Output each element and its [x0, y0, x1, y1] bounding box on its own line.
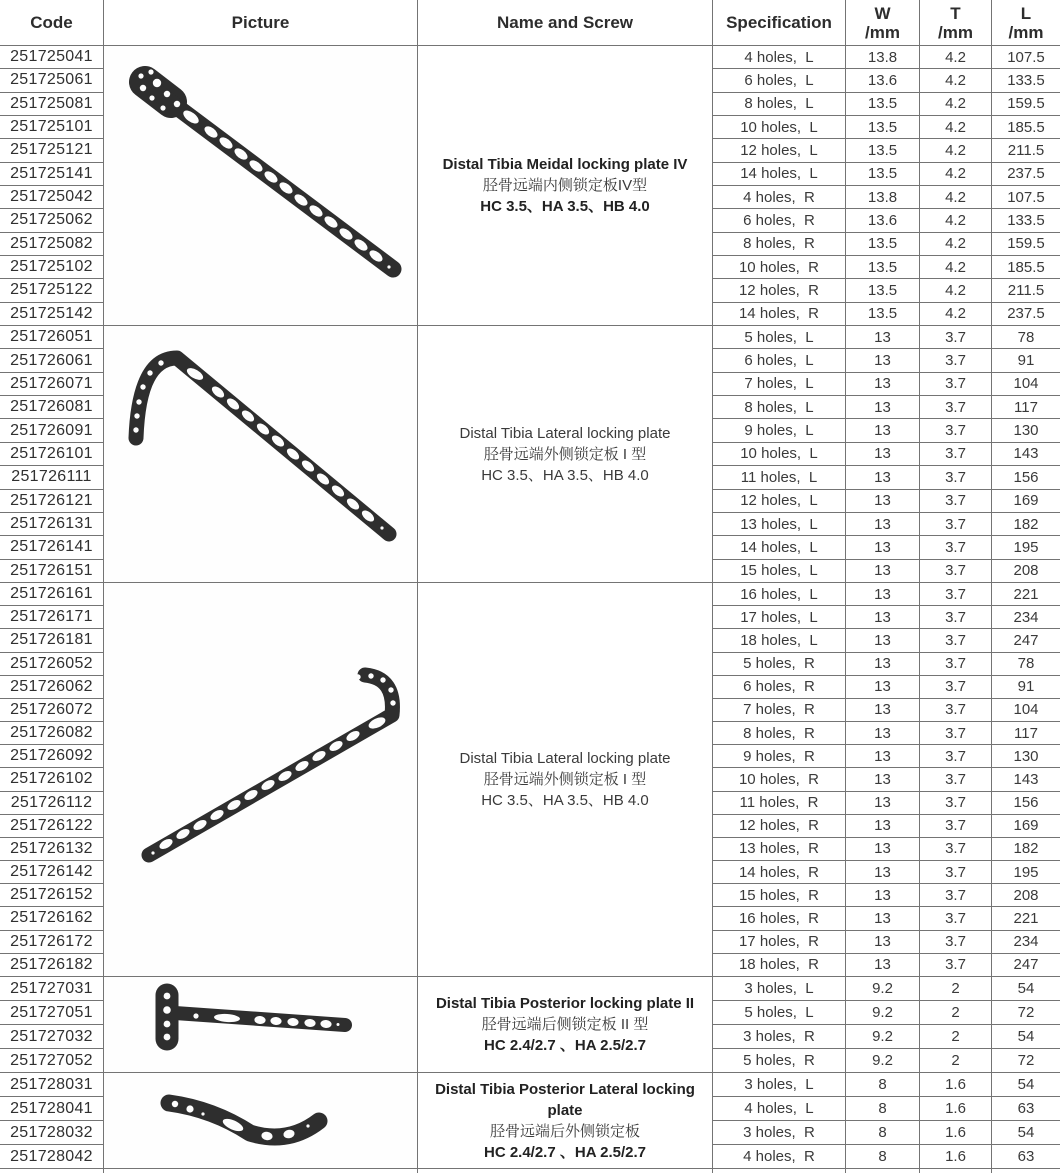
code-cell: 251725042 [0, 185, 104, 208]
length-cell: 143 [992, 768, 1060, 791]
thickness-cell: 2 [920, 1025, 992, 1049]
clipped-cell [992, 1169, 1060, 1173]
code-cell: 251726082 [0, 722, 104, 745]
lateral-plate-left-photo [105, 326, 417, 577]
width-cell: 13 [846, 396, 920, 419]
thickness-cell: 3.7 [920, 861, 992, 884]
width-cell: 13 [846, 349, 920, 372]
thickness-cell: 4.2 [920, 115, 992, 138]
header-row [0, 0, 1060, 46]
thickness-cell: 2 [920, 977, 992, 1001]
width-cell: 13.5 [846, 232, 920, 255]
width-cell: 9.2 [846, 977, 920, 1001]
code-cell: 251726072 [0, 698, 104, 721]
width-cell: 13 [846, 419, 920, 442]
length-cell: 54 [992, 977, 1060, 1001]
thickness-cell: 3.7 [920, 930, 992, 953]
width-cell: 13 [846, 652, 920, 675]
width-cell: 13 [846, 861, 920, 884]
thickness-cell: 3.7 [920, 419, 992, 442]
col-header-spec: Specification [713, 0, 846, 46]
clipped-cell [104, 1169, 418, 1173]
thickness-cell: 3.7 [920, 466, 992, 489]
width-cell: 13 [846, 907, 920, 930]
length-cell: 104 [992, 372, 1060, 395]
width-cell: 13.5 [846, 162, 920, 185]
thickness-cell: 4.2 [920, 69, 992, 92]
picture-cell [104, 1073, 418, 1169]
code-cell: 251726161 [0, 583, 104, 606]
thickness-cell: 1.6 [920, 1121, 992, 1145]
spec-cell: 8 holes, R [713, 232, 846, 255]
spec-cell: 14 holes, L [713, 536, 846, 559]
thickness-cell: 1.6 [920, 1145, 992, 1169]
spec-cell: 7 holes, R [713, 698, 846, 721]
thickness-cell: 3.7 [920, 583, 992, 606]
spec-cell: 14 holes, R [713, 861, 846, 884]
length-cell: 117 [992, 396, 1060, 419]
spec-cell: 4 holes, R [713, 1145, 846, 1169]
length-cell: 247 [992, 629, 1060, 652]
width-cell: 13 [846, 536, 920, 559]
width-cell: 13 [846, 466, 920, 489]
length-cell: 237.5 [992, 302, 1060, 325]
screw-compatibility: HC 3.5、HA 3.5、HB 4.0 [422, 790, 708, 811]
width-cell: 13.5 [846, 115, 920, 138]
thickness-cell: 4.2 [920, 46, 992, 69]
spec-cell: 10 holes, L [713, 115, 846, 138]
width-cell: 13 [846, 512, 920, 535]
product-name-chinese: 胫骨远端外侧锁定板 I 型 [422, 769, 708, 790]
length-cell: 72 [992, 1049, 1060, 1073]
code-cell: 251727031 [0, 977, 104, 1001]
width-cell: 13 [846, 326, 920, 349]
col-header-t [920, 0, 992, 46]
code-cell: 251726121 [0, 489, 104, 512]
code-cell: 251726112 [0, 791, 104, 814]
spec-cell: 5 holes, R [713, 652, 846, 675]
code-cell: 251726172 [0, 930, 104, 953]
clipped-cell [418, 1169, 713, 1173]
product-name-chinese: 胫骨远端后侧锁定板 II 型 [422, 1014, 708, 1035]
length-cell: 72 [992, 1001, 1060, 1025]
thickness-cell: 4.2 [920, 209, 992, 232]
l-label: L [992, 4, 1060, 23]
code-cell: 251725122 [0, 279, 104, 302]
length-cell: 91 [992, 675, 1060, 698]
clipped-cell [0, 1169, 104, 1173]
table-row [0, 326, 1060, 349]
spec-cell: 3 holes, R [713, 1121, 846, 1145]
lateral-plate-right-photo [105, 583, 417, 971]
width-cell: 13 [846, 489, 920, 512]
code-cell: 251726131 [0, 512, 104, 535]
code-cell: 251725061 [0, 69, 104, 92]
length-cell: 54 [992, 1121, 1060, 1145]
thickness-cell: 3.7 [920, 652, 992, 675]
code-cell: 251726122 [0, 814, 104, 837]
spec-cell: 15 holes, L [713, 559, 846, 582]
width-cell: 8 [846, 1145, 920, 1169]
length-cell: 185.5 [992, 115, 1060, 138]
thickness-cell: 4.2 [920, 162, 992, 185]
code-cell: 251725082 [0, 232, 104, 255]
spec-cell: 8 holes, L [713, 396, 846, 419]
code-cell: 251726182 [0, 953, 104, 976]
spec-cell: 11 holes, L [713, 466, 846, 489]
width-cell: 13.5 [846, 279, 920, 302]
width-cell: 13 [846, 606, 920, 629]
thickness-cell: 3.7 [920, 442, 992, 465]
spec-cell: 4 holes, L [713, 1097, 846, 1121]
w-unit: /mm [846, 23, 919, 42]
code-cell: 251726152 [0, 884, 104, 907]
code-cell: 251726102 [0, 768, 104, 791]
thickness-cell: 2 [920, 1001, 992, 1025]
length-cell: 247 [992, 953, 1060, 976]
width-cell: 13 [846, 837, 920, 860]
length-cell: 54 [992, 1073, 1060, 1097]
spec-cell: 6 holes, R [713, 209, 846, 232]
product-name-chinese: 胫骨远端内侧锁定板IV型 [422, 175, 708, 196]
screw-compatibility: HC 2.4/2.7 、HA 2.5/2.7 [422, 1035, 708, 1056]
thickness-cell: 3.7 [920, 953, 992, 976]
length-cell: 159.5 [992, 92, 1060, 115]
length-cell: 117 [992, 722, 1060, 745]
thickness-cell: 3.7 [920, 489, 992, 512]
thickness-cell: 3.7 [920, 745, 992, 768]
clipped-next-row [0, 1169, 1060, 1173]
length-cell: 234 [992, 930, 1060, 953]
width-cell: 13 [846, 559, 920, 582]
length-cell: 221 [992, 907, 1060, 930]
product-name-chinese: 胫骨远端后外侧锁定板 [422, 1121, 708, 1142]
spec-cell: 16 holes, R [713, 907, 846, 930]
thickness-cell: 3.7 [920, 349, 992, 372]
code-cell: 251726051 [0, 326, 104, 349]
width-cell: 13 [846, 814, 920, 837]
thickness-cell: 4.2 [920, 279, 992, 302]
spec-cell: 17 holes, R [713, 930, 846, 953]
product-name-english: Distal Tibia Posterior locking plate II [422, 993, 708, 1014]
spec-cell: 11 holes, R [713, 791, 846, 814]
length-cell: 208 [992, 559, 1060, 582]
width-cell: 13.5 [846, 255, 920, 278]
code-cell: 251725081 [0, 92, 104, 115]
name-cell [418, 1073, 713, 1169]
code-cell: 251728041 [0, 1097, 104, 1121]
posterior-lateral-curved-plate-photo [105, 1073, 417, 1163]
thickness-cell: 3.7 [920, 512, 992, 535]
length-cell: 234 [992, 606, 1060, 629]
length-cell: 107.5 [992, 46, 1060, 69]
col-header-name: Name and Screw [418, 0, 713, 46]
spec-cell: 5 holes, L [713, 1001, 846, 1025]
thickness-cell: 3.7 [920, 884, 992, 907]
width-cell: 13.5 [846, 302, 920, 325]
spec-cell: 8 holes, L [713, 92, 846, 115]
code-cell: 251727032 [0, 1025, 104, 1049]
length-cell: 185.5 [992, 255, 1060, 278]
code-cell: 251725101 [0, 115, 104, 138]
product-name-chinese: 胫骨远端外侧锁定板 I 型 [422, 444, 708, 465]
width-cell: 13 [846, 953, 920, 976]
length-cell: 237.5 [992, 162, 1060, 185]
spec-cell: 18 holes, L [713, 629, 846, 652]
width-cell: 8 [846, 1097, 920, 1121]
thickness-cell: 3.7 [920, 396, 992, 419]
width-cell: 13.6 [846, 69, 920, 92]
thickness-cell: 1.6 [920, 1073, 992, 1097]
spec-cell: 4 holes, R [713, 185, 846, 208]
spec-cell: 10 holes, L [713, 442, 846, 465]
width-cell: 13 [846, 745, 920, 768]
code-cell: 251726091 [0, 419, 104, 442]
spec-cell: 12 holes, R [713, 279, 846, 302]
spec-cell: 6 holes, R [713, 675, 846, 698]
length-cell: 156 [992, 466, 1060, 489]
spec-cell: 9 holes, R [713, 745, 846, 768]
spec-cell: 13 holes, R [713, 837, 846, 860]
picture-cell [104, 583, 418, 977]
width-cell: 13.5 [846, 139, 920, 162]
col-header-l [992, 0, 1060, 46]
width-cell: 13 [846, 791, 920, 814]
table-row [0, 977, 1060, 1001]
width-cell: 13.5 [846, 92, 920, 115]
code-cell: 251726162 [0, 907, 104, 930]
code-cell: 251726052 [0, 652, 104, 675]
code-cell: 251726071 [0, 372, 104, 395]
code-cell: 251726181 [0, 629, 104, 652]
width-cell: 13 [846, 583, 920, 606]
name-cell [418, 326, 713, 583]
width-cell: 8 [846, 1121, 920, 1145]
code-cell: 251725062 [0, 209, 104, 232]
code-cell: 251726062 [0, 675, 104, 698]
thickness-cell: 4.2 [920, 255, 992, 278]
code-cell: 251726092 [0, 745, 104, 768]
length-cell: 195 [992, 536, 1060, 559]
l-unit: /mm [992, 23, 1060, 42]
product-name-english: Distal Tibia Posterior Lateral locking plate [422, 1079, 708, 1121]
spec-cell: 3 holes, R [713, 1025, 846, 1049]
spec-cell: 8 holes, R [713, 722, 846, 745]
thickness-cell: 3.7 [920, 698, 992, 721]
thickness-cell: 3.7 [920, 372, 992, 395]
thickness-cell: 3.7 [920, 722, 992, 745]
length-cell: 156 [992, 791, 1060, 814]
table-row [0, 1073, 1060, 1097]
clipped-cell [713, 1169, 846, 1173]
spec-cell: 12 holes, R [713, 814, 846, 837]
code-cell: 251726081 [0, 396, 104, 419]
code-cell: 251726111 [0, 466, 104, 489]
length-cell: 63 [992, 1097, 1060, 1121]
code-cell: 251726151 [0, 559, 104, 582]
picture-cell [104, 977, 418, 1073]
table-row [0, 46, 1060, 69]
spec-cell: 3 holes, L [713, 1073, 846, 1097]
thickness-cell: 4.2 [920, 302, 992, 325]
spec-cell: 9 holes, L [713, 419, 846, 442]
spec-cell: 6 holes, L [713, 349, 846, 372]
width-cell: 9.2 [846, 1025, 920, 1049]
width-cell: 13 [846, 629, 920, 652]
length-cell: 133.5 [992, 209, 1060, 232]
product-name-english: Distal Tibia Lateral locking plate [422, 748, 708, 769]
length-cell: 211.5 [992, 139, 1060, 162]
code-cell: 251728031 [0, 1073, 104, 1097]
spec-cell: 10 holes, R [713, 255, 846, 278]
width-cell: 13 [846, 675, 920, 698]
spec-cell: 17 holes, L [713, 606, 846, 629]
width-cell: 13 [846, 768, 920, 791]
code-cell: 251725121 [0, 139, 104, 162]
thickness-cell: 4.2 [920, 185, 992, 208]
length-cell: 169 [992, 489, 1060, 512]
width-cell: 13 [846, 884, 920, 907]
width-cell: 9.2 [846, 1001, 920, 1025]
spec-cell: 16 holes, L [713, 583, 846, 606]
length-cell: 104 [992, 698, 1060, 721]
thickness-cell: 3.7 [920, 606, 992, 629]
length-cell: 130 [992, 745, 1060, 768]
screw-compatibility: HC 2.4/2.7 、HA 2.5/2.7 [422, 1142, 708, 1163]
spec-cell: 6 holes, L [713, 69, 846, 92]
picture-cell [104, 326, 418, 583]
spec-cell: 10 holes, R [713, 768, 846, 791]
product-name-english: Distal Tibia Meidal locking plate IV [422, 154, 708, 175]
code-cell: 251725041 [0, 46, 104, 69]
code-cell: 251726142 [0, 861, 104, 884]
name-cell [418, 46, 713, 326]
thickness-cell: 2 [920, 1049, 992, 1073]
length-cell: 133.5 [992, 69, 1060, 92]
code-cell: 251728032 [0, 1121, 104, 1145]
clipped-cell [846, 1169, 920, 1173]
col-header-picture: Picture [104, 0, 418, 46]
length-cell: 54 [992, 1025, 1060, 1049]
code-cell: 251728042 [0, 1145, 104, 1169]
length-cell: 107.5 [992, 185, 1060, 208]
width-cell: 9.2 [846, 1049, 920, 1073]
length-cell: 63 [992, 1145, 1060, 1169]
width-cell: 13 [846, 930, 920, 953]
name-cell [418, 583, 713, 977]
col-header-w [846, 0, 920, 46]
code-cell: 251726061 [0, 349, 104, 372]
col-header-code: Code [0, 0, 104, 46]
length-cell: 130 [992, 419, 1060, 442]
thickness-cell: 3.7 [920, 559, 992, 582]
length-cell: 182 [992, 837, 1060, 860]
thickness-cell: 1.6 [920, 1097, 992, 1121]
thickness-cell: 4.2 [920, 92, 992, 115]
thickness-cell: 3.7 [920, 629, 992, 652]
code-cell: 251725142 [0, 302, 104, 325]
length-cell: 91 [992, 349, 1060, 372]
width-cell: 13 [846, 698, 920, 721]
code-cell: 251726101 [0, 442, 104, 465]
straight-medial-plate-photo [105, 46, 417, 320]
code-cell: 251725141 [0, 162, 104, 185]
spec-cell: 5 holes, R [713, 1049, 846, 1073]
thickness-cell: 3.7 [920, 675, 992, 698]
thickness-cell: 3.7 [920, 791, 992, 814]
length-cell: 78 [992, 652, 1060, 675]
picture-cell [104, 46, 418, 326]
thickness-cell: 4.2 [920, 139, 992, 162]
thickness-cell: 3.7 [920, 907, 992, 930]
product-name-english: Distal Tibia Lateral locking plate [422, 423, 708, 444]
thickness-cell: 3.7 [920, 768, 992, 791]
spec-cell: 7 holes, L [713, 372, 846, 395]
thickness-cell: 3.7 [920, 837, 992, 860]
code-cell: 251727051 [0, 1001, 104, 1025]
code-cell: 251725102 [0, 255, 104, 278]
thickness-cell: 4.2 [920, 232, 992, 255]
spec-cell: 18 holes, R [713, 953, 846, 976]
code-cell: 251726141 [0, 536, 104, 559]
code-cell: 251726171 [0, 606, 104, 629]
width-cell: 8 [846, 1073, 920, 1097]
width-cell: 13.8 [846, 46, 920, 69]
posterior-t-plate-photo [105, 977, 417, 1067]
name-cell [418, 977, 713, 1073]
width-cell: 13.6 [846, 209, 920, 232]
thickness-cell: 3.7 [920, 536, 992, 559]
length-cell: 182 [992, 512, 1060, 535]
length-cell: 143 [992, 442, 1060, 465]
length-cell: 211.5 [992, 279, 1060, 302]
spec-cell: 14 holes, L [713, 162, 846, 185]
width-cell: 13 [846, 442, 920, 465]
spec-cell: 15 holes, R [713, 884, 846, 907]
length-cell: 195 [992, 861, 1060, 884]
length-cell: 208 [992, 884, 1060, 907]
t-unit: /mm [920, 23, 991, 42]
t-label: T [920, 4, 991, 23]
screw-compatibility: HC 3.5、HA 3.5、HB 4.0 [422, 465, 708, 486]
spec-cell: 5 holes, L [713, 326, 846, 349]
width-cell: 13 [846, 722, 920, 745]
length-cell: 169 [992, 814, 1060, 837]
width-cell: 13 [846, 372, 920, 395]
thickness-cell: 3.7 [920, 814, 992, 837]
length-cell: 78 [992, 326, 1060, 349]
spec-cell: 4 holes, L [713, 46, 846, 69]
thickness-cell: 3.7 [920, 326, 992, 349]
width-cell: 13.8 [846, 185, 920, 208]
length-cell: 159.5 [992, 232, 1060, 255]
spec-cell: 12 holes, L [713, 489, 846, 512]
length-cell: 221 [992, 583, 1060, 606]
code-cell: 251727052 [0, 1049, 104, 1073]
spec-cell: 3 holes, L [713, 977, 846, 1001]
spec-cell: 12 holes, L [713, 139, 846, 162]
w-label: W [846, 4, 919, 23]
code-cell: 251726132 [0, 837, 104, 860]
table-row [0, 583, 1060, 606]
spec-cell: 14 holes, R [713, 302, 846, 325]
clipped-cell [920, 1169, 992, 1173]
screw-compatibility: HC 3.5、HA 3.5、HB 4.0 [422, 196, 708, 217]
spec-cell: 13 holes, L [713, 512, 846, 535]
